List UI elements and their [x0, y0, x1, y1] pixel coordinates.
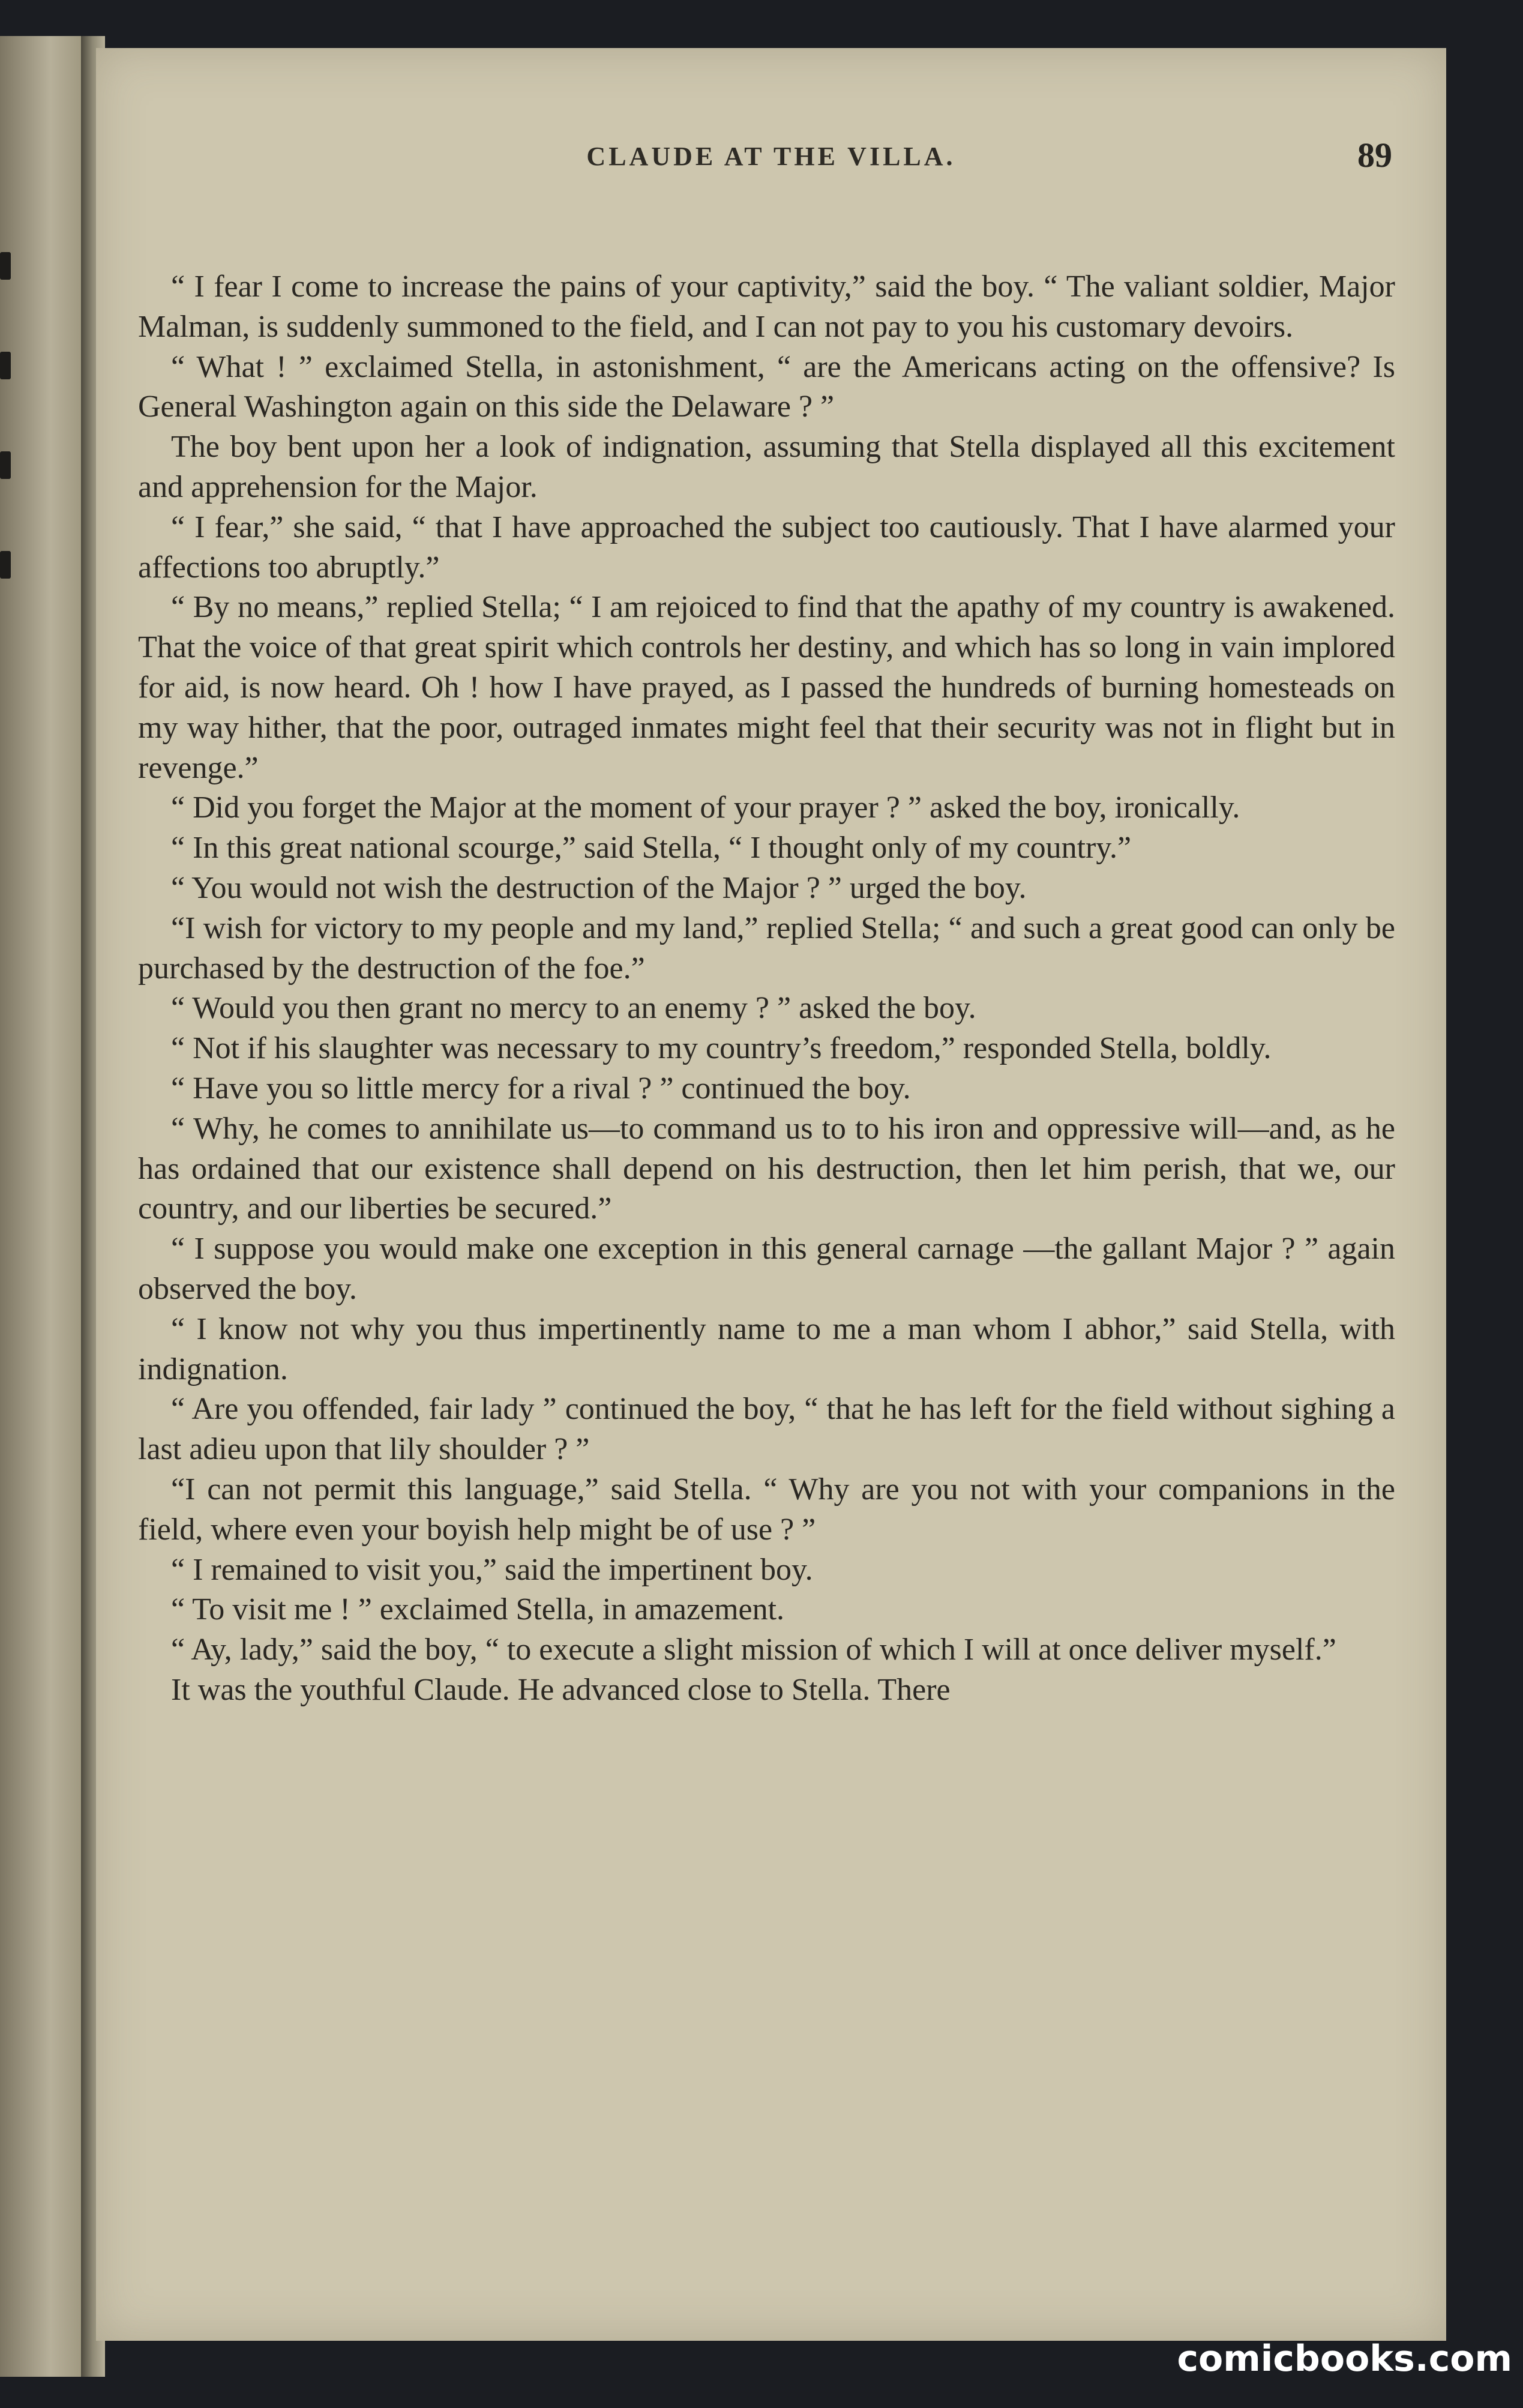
paragraph: “I wish for victory to my people and my land,” replied Stella; “ and such a great good can only be purchased by the destruction of the foe.”	[138, 911, 1395, 986]
book-page	[96, 48, 1446, 2341]
page-number: 89	[1357, 136, 1392, 175]
paragraph: “ Why, he comes to annihilate us—to command us to to his iron and oppressive will—and, as he has ordained that our existence shall depend on his destruction, then let him perish, that we, our country, and our liberties be secured.”	[138, 1111, 1395, 1226]
paragraph: “ Have you so little mercy for a rival ? ” continued the boy.	[171, 1071, 911, 1106]
paragraph: The boy bent upon her a look of indignation, assuming that Stella displayed all this excitement and apprehension for the Major.	[138, 430, 1395, 504]
left-page-text-fragments	[0, 252, 24, 651]
body-text	[138, 267, 1395, 1711]
page-header	[96, 136, 1446, 189]
paragraph: “ You would not wish the destruction of the Major ? ” urged the boy.	[171, 870, 1027, 905]
paragraph: “I can not permit this language,” said Stella. “ Why are you not with your companions in the field, where even your boyish help might be of use ? ”	[138, 1472, 1395, 1547]
watermark: comicbooks.com	[1177, 2338, 1512, 2380]
paragraph: “ I fear I come to increase the pains of your captivity,” said the boy. “ The valiant soldier, Major Malman, is suddenly summoned to the field, and I can not pay to you his customary devoirs.	[138, 269, 1395, 344]
paragraph: “ Not if his slaughter was necessary to my country’s freedom,” responded Stella, boldly.	[171, 1031, 1272, 1066]
paragraph: “ Are you offended, fair lady ” continued the boy, “ that he has left for the field without sighing a last adieu upon that lily shoulder ? ”	[138, 1392, 1395, 1467]
paragraph: “ Ay, lady,” said the boy, “ to execute a slight mission of which I will at once deliver myself.”	[171, 1633, 1336, 1667]
left-page-edge	[0, 36, 84, 2377]
paragraph: “ In this great national scourge,” said Stella, “ I thought only of my country.”	[171, 831, 1132, 865]
paragraph: It was the youthful Claude. He advanced close to Stella. There	[171, 1672, 951, 1707]
paragraph: “ I fear,” she said, “ that I have approached the subject too cautiously. That I have alarmed your affections too abruptly.”	[138, 510, 1395, 585]
paragraph: “ I know not why you thus impertinently name to me a man whom I abhor,” said Stella, with indignation.	[138, 1311, 1395, 1386]
paragraph: “ By no means,” replied Stella; “ I am rejoiced to find that the apathy of my country is awakened. That the voice of that great spirit which controls her destiny, and which has so long in vain implored for aid, is now heard. Oh ! how I have prayed, as I passed the hundreds of burning homesteads on my way hither, that the poor, outraged inmates might feel that their security was not in flight but in revenge.”	[138, 590, 1395, 785]
paragraph: “ To visit me ! ” exclaimed Stella, in amazement.	[171, 1592, 785, 1627]
paragraph: “ I remained to visit you,” said the impertinent boy.	[171, 1552, 813, 1587]
paragraph: “ I suppose you would make one exception in this general carnage —the gallant Major ? ” again observed the boy.	[138, 1232, 1395, 1306]
running-head: CLAUDE AT THE VILLA.	[586, 142, 956, 171]
paragraph: “ Would you then grant no mercy to an enemy ? ” asked the boy.	[171, 991, 976, 1026]
paragraph: “ What ! ” exclaimed Stella, in astonishment, “ are the Americans acting on the offensive? Is General Washington again on this side the Delaware ? ”	[138, 349, 1395, 424]
paragraph: “ Did you forget the Major at the moment of your prayer ? ” asked the boy, ironically.	[171, 790, 1240, 825]
